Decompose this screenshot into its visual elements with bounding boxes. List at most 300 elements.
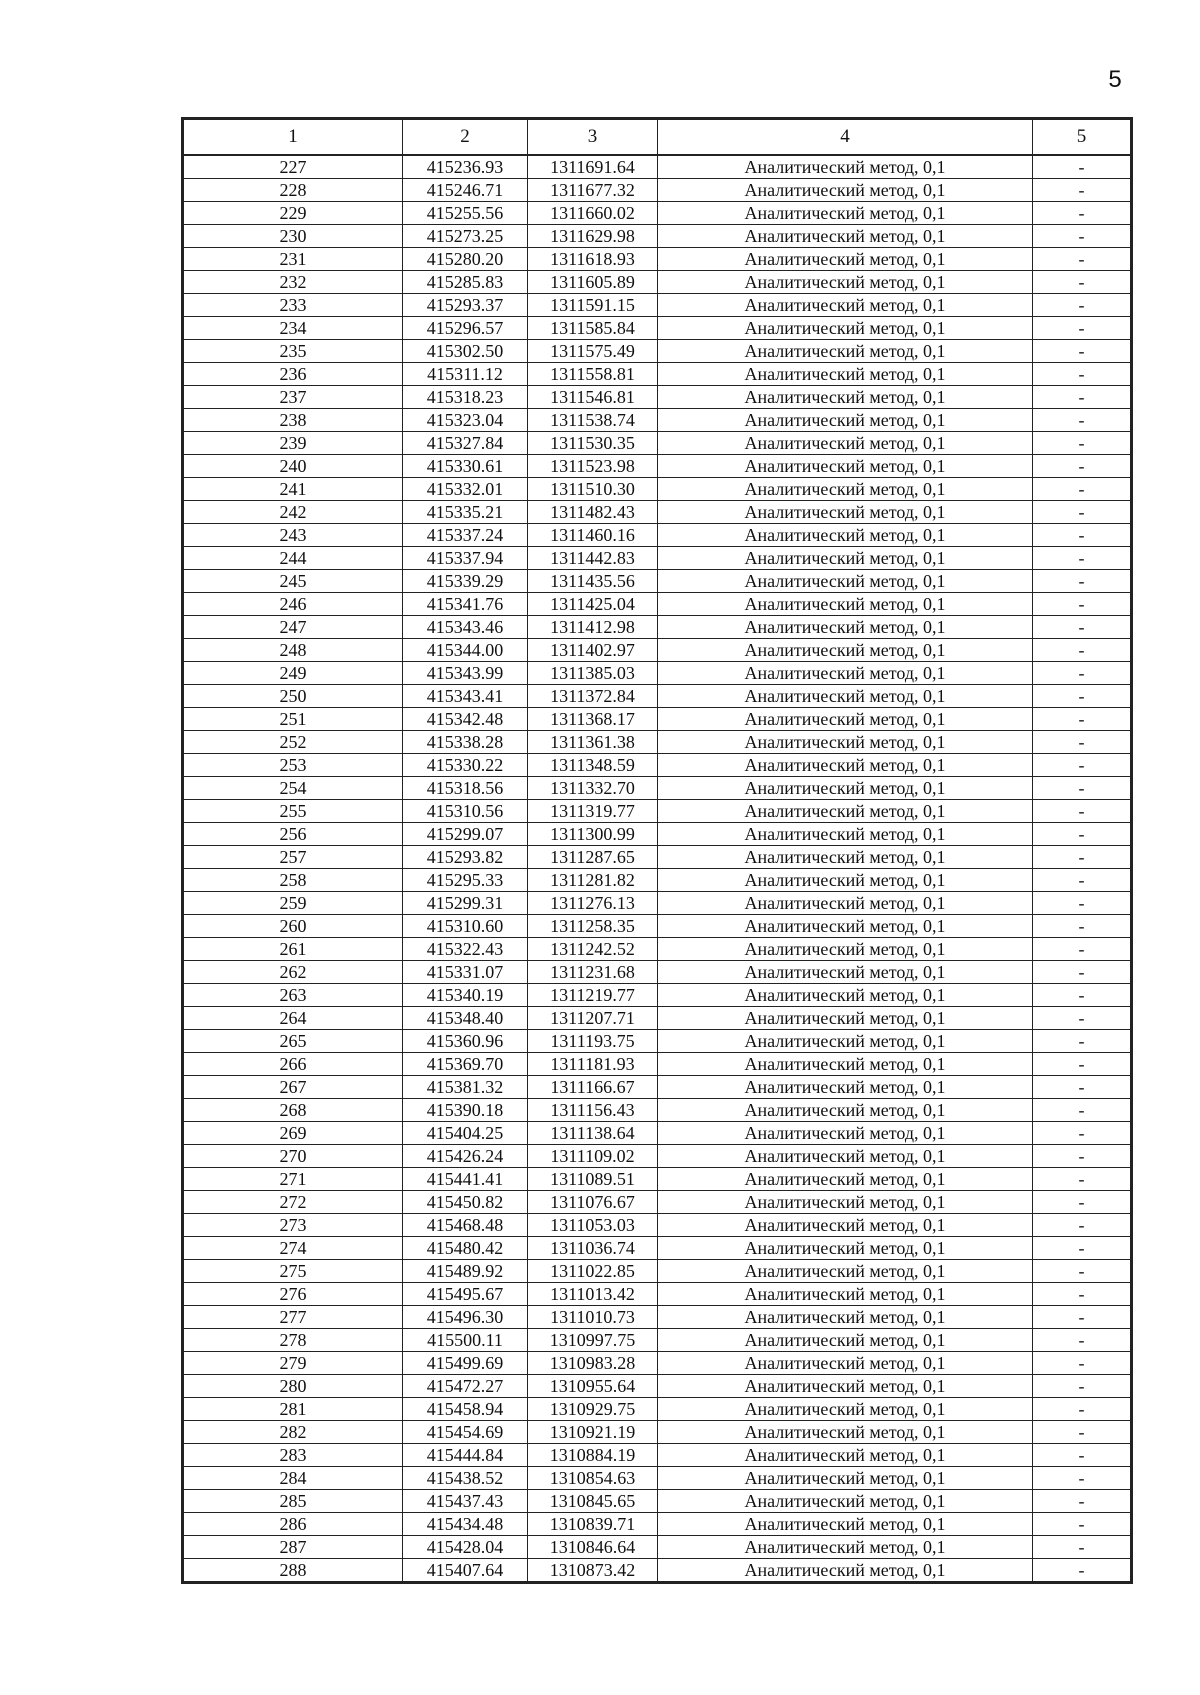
y-coordinate-cell: 1311677.32 (528, 179, 658, 202)
x-coordinate-cell: 415404.25 (403, 1122, 528, 1145)
y-coordinate-cell: 1311385.03 (528, 662, 658, 685)
table-row (183, 340, 1132, 363)
method-cell: Аналитический метод, 0,1 (658, 1306, 1033, 1329)
method-cell: Аналитический метод, 0,1 (658, 800, 1033, 823)
y-coordinate-cell: 1311013.42 (528, 1283, 658, 1306)
method-cell: Аналитический метод, 0,1 (658, 938, 1033, 961)
method-cell: Аналитический метод, 0,1 (658, 271, 1033, 294)
method-cell: Аналитический метод, 0,1 (658, 1559, 1033, 1583)
method-cell: Аналитический метод, 0,1 (658, 1030, 1033, 1053)
note-cell: - (1033, 662, 1132, 685)
y-coordinate-cell: 1311231.68 (528, 961, 658, 984)
table-row (183, 961, 1132, 984)
table-row (183, 1030, 1132, 1053)
y-coordinate-cell: 1311319.77 (528, 800, 658, 823)
y-coordinate-cell: 1311605.89 (528, 271, 658, 294)
note-cell: - (1033, 294, 1132, 317)
y-coordinate-cell: 1311287.65 (528, 846, 658, 869)
note-cell: - (1033, 570, 1132, 593)
note-cell: - (1033, 155, 1132, 179)
y-coordinate-cell: 1311281.82 (528, 869, 658, 892)
method-cell: Аналитический метод, 0,1 (658, 1237, 1033, 1260)
table-row (183, 432, 1132, 455)
point-number-cell: 252 (183, 731, 403, 754)
x-coordinate-cell: 415343.46 (403, 616, 528, 639)
x-coordinate-cell: 415299.07 (403, 823, 528, 846)
table-row (183, 823, 1132, 846)
method-cell: Аналитический метод, 0,1 (658, 708, 1033, 731)
header-cell-5: 5 (1033, 119, 1132, 156)
y-coordinate-cell: 1311482.43 (528, 501, 658, 524)
table-row (183, 1421, 1132, 1444)
table-row (183, 731, 1132, 754)
point-number-cell: 275 (183, 1260, 403, 1283)
y-coordinate-cell: 1311258.35 (528, 915, 658, 938)
x-coordinate-cell: 415273.25 (403, 225, 528, 248)
note-cell: - (1033, 1053, 1132, 1076)
note-cell: - (1033, 823, 1132, 846)
table-row (183, 1145, 1132, 1168)
note-cell: - (1033, 1214, 1132, 1237)
point-number-cell: 257 (183, 846, 403, 869)
x-coordinate-cell: 415285.83 (403, 271, 528, 294)
point-number-cell: 231 (183, 248, 403, 271)
header-cell-2: 2 (403, 119, 528, 156)
note-cell: - (1033, 225, 1132, 248)
x-coordinate-cell: 415322.43 (403, 938, 528, 961)
method-cell: Аналитический метод, 0,1 (658, 455, 1033, 478)
x-coordinate-cell: 415236.93 (403, 155, 528, 179)
note-cell: - (1033, 593, 1132, 616)
x-coordinate-cell: 415335.21 (403, 501, 528, 524)
point-number-cell: 228 (183, 179, 403, 202)
method-cell: Аналитический метод, 0,1 (658, 1191, 1033, 1214)
point-number-cell: 230 (183, 225, 403, 248)
x-coordinate-cell: 415311.12 (403, 363, 528, 386)
point-number-cell: 288 (183, 1559, 403, 1583)
note-cell: - (1033, 1329, 1132, 1352)
x-coordinate-cell: 415407.64 (403, 1559, 528, 1583)
x-coordinate-cell: 415280.20 (403, 248, 528, 271)
x-coordinate-cell: 415299.31 (403, 892, 528, 915)
method-cell: Аналитический метод, 0,1 (658, 225, 1033, 248)
y-coordinate-cell: 1311530.35 (528, 432, 658, 455)
y-coordinate-cell: 1311510.30 (528, 478, 658, 501)
note-cell: - (1033, 363, 1132, 386)
point-number-cell: 284 (183, 1467, 403, 1490)
x-coordinate-cell: 415342.48 (403, 708, 528, 731)
x-coordinate-cell: 415348.40 (403, 1007, 528, 1030)
y-coordinate-cell: 1311660.02 (528, 202, 658, 225)
point-number-cell: 287 (183, 1536, 403, 1559)
point-number-cell: 281 (183, 1398, 403, 1421)
method-cell: Аналитический метод, 0,1 (658, 1490, 1033, 1513)
x-coordinate-cell: 415428.04 (403, 1536, 528, 1559)
y-coordinate-cell: 1311242.52 (528, 938, 658, 961)
y-coordinate-cell: 1311538.74 (528, 409, 658, 432)
table-row (183, 984, 1132, 1007)
y-coordinate-cell: 1311300.99 (528, 823, 658, 846)
coordinates-table (181, 117, 1133, 1584)
point-number-cell: 229 (183, 202, 403, 225)
table-row (183, 1214, 1132, 1237)
note-cell: - (1033, 846, 1132, 869)
table-row (183, 662, 1132, 685)
note-cell: - (1033, 1398, 1132, 1421)
x-coordinate-cell: 415296.57 (403, 317, 528, 340)
table-row (183, 685, 1132, 708)
table-row (183, 1168, 1132, 1191)
point-number-cell: 264 (183, 1007, 403, 1030)
table-row (183, 1053, 1132, 1076)
method-cell: Аналитический метод, 0,1 (658, 478, 1033, 501)
y-coordinate-cell: 1310884.19 (528, 1444, 658, 1467)
method-cell: Аналитический метод, 0,1 (658, 248, 1033, 271)
y-coordinate-cell: 1311618.93 (528, 248, 658, 271)
point-number-cell: 241 (183, 478, 403, 501)
point-number-cell: 276 (183, 1283, 403, 1306)
table-row (183, 1237, 1132, 1260)
x-coordinate-cell: 415330.22 (403, 754, 528, 777)
table-row (183, 1490, 1132, 1513)
y-coordinate-cell: 1311435.56 (528, 570, 658, 593)
x-coordinate-cell: 415337.94 (403, 547, 528, 570)
y-coordinate-cell: 1311109.02 (528, 1145, 658, 1168)
method-cell: Аналитический метод, 0,1 (658, 915, 1033, 938)
note-cell: - (1033, 1352, 1132, 1375)
point-number-cell: 227 (183, 155, 403, 179)
x-coordinate-cell: 415246.71 (403, 179, 528, 202)
x-coordinate-cell: 415332.01 (403, 478, 528, 501)
note-cell: - (1033, 708, 1132, 731)
note-cell: - (1033, 961, 1132, 984)
method-cell: Аналитический метод, 0,1 (658, 1145, 1033, 1168)
x-coordinate-cell: 415360.96 (403, 1030, 528, 1053)
page-number: 5 (1108, 66, 1122, 93)
method-cell: Аналитический метод, 0,1 (658, 1214, 1033, 1237)
table-row (183, 1375, 1132, 1398)
y-coordinate-cell: 1310955.64 (528, 1375, 658, 1398)
x-coordinate-cell: 415344.00 (403, 639, 528, 662)
method-cell: Аналитический метод, 0,1 (658, 846, 1033, 869)
y-coordinate-cell: 1311412.98 (528, 616, 658, 639)
method-cell: Аналитический метод, 0,1 (658, 1421, 1033, 1444)
method-cell: Аналитический метод, 0,1 (658, 777, 1033, 800)
method-cell: Аналитический метод, 0,1 (658, 363, 1033, 386)
y-coordinate-cell: 1311036.74 (528, 1237, 658, 1260)
y-coordinate-cell: 1311585.84 (528, 317, 658, 340)
note-cell: - (1033, 754, 1132, 777)
y-coordinate-cell: 1310983.28 (528, 1352, 658, 1375)
note-cell: - (1033, 317, 1132, 340)
table-row (183, 570, 1132, 593)
y-coordinate-cell: 1311193.75 (528, 1030, 658, 1053)
note-cell: - (1033, 478, 1132, 501)
table-row (183, 1444, 1132, 1467)
table-row (183, 1306, 1132, 1329)
y-coordinate-cell: 1310854.63 (528, 1467, 658, 1490)
x-coordinate-cell: 415496.30 (403, 1306, 528, 1329)
y-coordinate-cell: 1311575.49 (528, 340, 658, 363)
point-number-cell: 236 (183, 363, 403, 386)
point-number-cell: 251 (183, 708, 403, 731)
method-cell: Аналитический метод, 0,1 (658, 593, 1033, 616)
x-coordinate-cell: 415255.56 (403, 202, 528, 225)
x-coordinate-cell: 415450.82 (403, 1191, 528, 1214)
table-row (183, 524, 1132, 547)
point-number-cell: 283 (183, 1444, 403, 1467)
table-row (183, 892, 1132, 915)
point-number-cell: 269 (183, 1122, 403, 1145)
note-cell: - (1033, 1444, 1132, 1467)
point-number-cell: 245 (183, 570, 403, 593)
point-number-cell: 278 (183, 1329, 403, 1352)
y-coordinate-cell: 1311368.17 (528, 708, 658, 731)
table-row (183, 294, 1132, 317)
x-coordinate-cell: 415480.42 (403, 1237, 528, 1260)
x-coordinate-cell: 415444.84 (403, 1444, 528, 1467)
table-row (183, 1329, 1132, 1352)
note-cell: - (1033, 432, 1132, 455)
note-cell: - (1033, 455, 1132, 478)
y-coordinate-cell: 1311332.70 (528, 777, 658, 800)
y-coordinate-cell: 1311181.93 (528, 1053, 658, 1076)
point-number-cell: 255 (183, 800, 403, 823)
table-row (183, 501, 1132, 524)
note-cell: - (1033, 1260, 1132, 1283)
point-number-cell: 270 (183, 1145, 403, 1168)
method-cell: Аналитический метод, 0,1 (658, 1283, 1033, 1306)
point-number-cell: 238 (183, 409, 403, 432)
x-coordinate-cell: 415454.69 (403, 1421, 528, 1444)
y-coordinate-cell: 1311402.97 (528, 639, 658, 662)
method-cell: Аналитический метод, 0,1 (658, 984, 1033, 1007)
method-cell: Аналитический метод, 0,1 (658, 1352, 1033, 1375)
header-cell-4: 4 (658, 119, 1033, 156)
point-number-cell: 248 (183, 639, 403, 662)
table-row (183, 248, 1132, 271)
note-cell: - (1033, 1145, 1132, 1168)
point-number-cell: 234 (183, 317, 403, 340)
method-cell: Аналитический метод, 0,1 (658, 1007, 1033, 1030)
method-cell: Аналитический метод, 0,1 (658, 662, 1033, 685)
method-cell: Аналитический метод, 0,1 (658, 1053, 1033, 1076)
note-cell: - (1033, 1536, 1132, 1559)
method-cell: Аналитический метод, 0,1 (658, 1513, 1033, 1536)
table-row (183, 1513, 1132, 1536)
method-cell: Аналитический метод, 0,1 (658, 386, 1033, 409)
y-coordinate-cell: 1310921.19 (528, 1421, 658, 1444)
note-cell: - (1033, 1122, 1132, 1145)
x-coordinate-cell: 415458.94 (403, 1398, 528, 1421)
note-cell: - (1033, 1076, 1132, 1099)
point-number-cell: 263 (183, 984, 403, 1007)
table-row (183, 202, 1132, 225)
method-cell: Аналитический метод, 0,1 (658, 501, 1033, 524)
table-row (183, 1559, 1132, 1583)
note-cell: - (1033, 202, 1132, 225)
y-coordinate-cell: 1310873.42 (528, 1559, 658, 1583)
x-coordinate-cell: 415500.11 (403, 1329, 528, 1352)
table-row (183, 225, 1132, 248)
y-coordinate-cell: 1311089.51 (528, 1168, 658, 1191)
y-coordinate-cell: 1311219.77 (528, 984, 658, 1007)
point-number-cell: 286 (183, 1513, 403, 1536)
point-number-cell: 240 (183, 455, 403, 478)
point-number-cell: 265 (183, 1030, 403, 1053)
method-cell: Аналитический метод, 0,1 (658, 317, 1033, 340)
y-coordinate-cell: 1311558.81 (528, 363, 658, 386)
y-coordinate-cell: 1311348.59 (528, 754, 658, 777)
point-number-cell: 247 (183, 616, 403, 639)
y-coordinate-cell: 1311076.67 (528, 1191, 658, 1214)
y-coordinate-cell: 1311138.64 (528, 1122, 658, 1145)
table-row (183, 1122, 1132, 1145)
note-cell: - (1033, 1559, 1132, 1583)
point-number-cell: 282 (183, 1421, 403, 1444)
method-cell: Аналитический метод, 0,1 (658, 1375, 1033, 1398)
y-coordinate-cell: 1311022.85 (528, 1260, 658, 1283)
y-coordinate-cell: 1310997.75 (528, 1329, 658, 1352)
x-coordinate-cell: 415327.84 (403, 432, 528, 455)
note-cell: - (1033, 984, 1132, 1007)
x-coordinate-cell: 415302.50 (403, 340, 528, 363)
note-cell: - (1033, 1490, 1132, 1513)
note-cell: - (1033, 892, 1132, 915)
method-cell: Аналитический метод, 0,1 (658, 432, 1033, 455)
method-cell: Аналитический метод, 0,1 (658, 823, 1033, 846)
point-number-cell: 250 (183, 685, 403, 708)
header-row (183, 119, 1132, 156)
note-cell: - (1033, 409, 1132, 432)
note-cell: - (1033, 1191, 1132, 1214)
y-coordinate-cell: 1311166.67 (528, 1076, 658, 1099)
header-cell-1: 1 (183, 119, 403, 156)
point-number-cell: 256 (183, 823, 403, 846)
note-cell: - (1033, 869, 1132, 892)
method-cell: Аналитический метод, 0,1 (658, 1467, 1033, 1490)
x-coordinate-cell: 415323.04 (403, 409, 528, 432)
note-cell: - (1033, 248, 1132, 271)
note-cell: - (1033, 1513, 1132, 1536)
point-number-cell: 233 (183, 294, 403, 317)
table-row (183, 317, 1132, 340)
note-cell: - (1033, 1030, 1132, 1053)
x-coordinate-cell: 415318.23 (403, 386, 528, 409)
note-cell: - (1033, 1306, 1132, 1329)
table-row (183, 938, 1132, 961)
point-number-cell: 272 (183, 1191, 403, 1214)
note-cell: - (1033, 1237, 1132, 1260)
point-number-cell: 242 (183, 501, 403, 524)
table-row (183, 155, 1132, 179)
method-cell: Аналитический метод, 0,1 (658, 616, 1033, 639)
note-cell: - (1033, 777, 1132, 800)
point-number-cell: 235 (183, 340, 403, 363)
table-row (183, 386, 1132, 409)
y-coordinate-cell: 1311442.83 (528, 547, 658, 570)
table-row (183, 455, 1132, 478)
point-number-cell: 280 (183, 1375, 403, 1398)
table-row (183, 639, 1132, 662)
note-cell: - (1033, 271, 1132, 294)
point-number-cell: 271 (183, 1168, 403, 1191)
method-cell: Аналитический метод, 0,1 (658, 409, 1033, 432)
table-row (183, 478, 1132, 501)
note-cell: - (1033, 639, 1132, 662)
table-row (183, 1007, 1132, 1030)
y-coordinate-cell: 1311425.04 (528, 593, 658, 616)
method-cell: Аналитический метод, 0,1 (658, 1536, 1033, 1559)
table-row (183, 1467, 1132, 1490)
point-number-cell: 274 (183, 1237, 403, 1260)
x-coordinate-cell: 415339.29 (403, 570, 528, 593)
x-coordinate-cell: 415468.48 (403, 1214, 528, 1237)
y-coordinate-cell: 1310839.71 (528, 1513, 658, 1536)
table-row (183, 363, 1132, 386)
method-cell: Аналитический метод, 0,1 (658, 570, 1033, 593)
note-cell: - (1033, 1375, 1132, 1398)
x-coordinate-cell: 415369.70 (403, 1053, 528, 1076)
note-cell: - (1033, 915, 1132, 938)
method-cell: Аналитический метод, 0,1 (658, 961, 1033, 984)
point-number-cell: 243 (183, 524, 403, 547)
method-cell: Аналитический метод, 0,1 (658, 754, 1033, 777)
point-number-cell: 277 (183, 1306, 403, 1329)
method-cell: Аналитический метод, 0,1 (658, 1260, 1033, 1283)
method-cell: Аналитический метод, 0,1 (658, 1444, 1033, 1467)
x-coordinate-cell: 415343.99 (403, 662, 528, 685)
note-cell: - (1033, 524, 1132, 547)
method-cell: Аналитический метод, 0,1 (658, 892, 1033, 915)
method-cell: Аналитический метод, 0,1 (658, 179, 1033, 202)
note-cell: - (1033, 1283, 1132, 1306)
method-cell: Аналитический метод, 0,1 (658, 1076, 1033, 1099)
point-number-cell: 273 (183, 1214, 403, 1237)
x-coordinate-cell: 415426.24 (403, 1145, 528, 1168)
point-number-cell: 254 (183, 777, 403, 800)
x-coordinate-cell: 415437.43 (403, 1490, 528, 1513)
x-coordinate-cell: 415293.82 (403, 846, 528, 869)
y-coordinate-cell: 1311691.64 (528, 155, 658, 179)
note-cell: - (1033, 616, 1132, 639)
method-cell: Аналитический метод, 0,1 (658, 1122, 1033, 1145)
table-row (183, 547, 1132, 570)
table-row (183, 869, 1132, 892)
y-coordinate-cell: 1311361.38 (528, 731, 658, 754)
note-cell: - (1033, 1099, 1132, 1122)
table-row (183, 1352, 1132, 1375)
x-coordinate-cell: 415495.67 (403, 1283, 528, 1306)
table-row (183, 800, 1132, 823)
point-number-cell: 260 (183, 915, 403, 938)
x-coordinate-cell: 415341.76 (403, 593, 528, 616)
x-coordinate-cell: 415438.52 (403, 1467, 528, 1490)
note-cell: - (1033, 547, 1132, 570)
method-cell: Аналитический метод, 0,1 (658, 1099, 1033, 1122)
method-cell: Аналитический метод, 0,1 (658, 524, 1033, 547)
note-cell: - (1033, 800, 1132, 823)
table-row (183, 593, 1132, 616)
note-cell: - (1033, 1421, 1132, 1444)
point-number-cell: 253 (183, 754, 403, 777)
x-coordinate-cell: 415499.69 (403, 1352, 528, 1375)
x-coordinate-cell: 415390.18 (403, 1099, 528, 1122)
y-coordinate-cell: 1311629.98 (528, 225, 658, 248)
table-row (183, 1191, 1132, 1214)
x-coordinate-cell: 415441.41 (403, 1168, 528, 1191)
note-cell: - (1033, 340, 1132, 363)
